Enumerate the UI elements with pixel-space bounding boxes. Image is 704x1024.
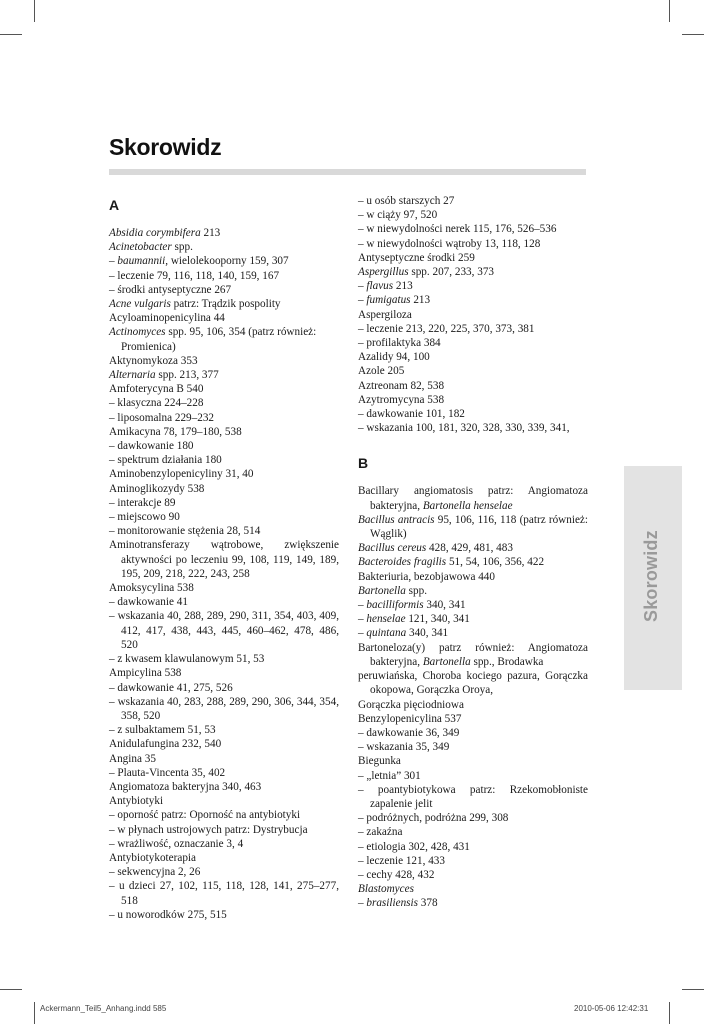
index-subentry: – w płynach ustrojowych patrz: Dystrybucja xyxy=(109,823,308,836)
index-subentry: Bacillus antracis 95, 106, 116, 118 (patrz również: Wąglik) xyxy=(358,513,588,541)
index-subentry: – dawkowanie 36, 349 xyxy=(358,726,460,739)
index-subentry: – baumannii, wielolekooporny 159, 307 xyxy=(109,255,289,268)
index-entry: Aspergillus spp. 207, 233, 373 xyxy=(358,266,495,279)
index-subentry: – leczenie 213, 220, 225, 370, 373, 381 xyxy=(358,322,535,335)
index-subentry: – środki antyseptyczne 267 xyxy=(109,283,232,296)
index-entry: Aztreonam 82, 538 xyxy=(358,379,445,392)
index-subentry: – dawkowanie 41, 275, 526 xyxy=(109,681,233,694)
index-subentry: – wrażliwość, oznaczanie 3, 4 xyxy=(109,837,244,850)
index-entry: Bacteroides fragilis 51, 54, 106, 356, 422 xyxy=(358,556,545,569)
index-subentry: – brasiliensis 378 xyxy=(358,897,438,910)
index-subentry: – z kwasem klawulanowym 51, 53 xyxy=(109,653,265,666)
index-subentry: – „letnia” 301 xyxy=(358,769,421,782)
index-column-left xyxy=(109,196,339,922)
index-entry: Acne vulgaris patrz: Trądzik pospolity xyxy=(109,298,281,311)
index-entry: Antybiotykoterapia xyxy=(109,851,196,864)
index-subentry: – flavus 213 xyxy=(358,280,413,293)
index-entry: Acinetobacter spp. xyxy=(109,241,193,254)
index-subentry: – wskazania 35, 349 xyxy=(358,741,450,754)
crop-mark xyxy=(669,1002,670,1024)
index-entry: Bakteriuria, bezobjawowa 440 xyxy=(358,570,495,583)
crop-mark xyxy=(0,989,22,990)
index-subentry: – sekwencyjna 2, 26 xyxy=(109,866,201,879)
index-entry: Amoksycylina 538 xyxy=(109,582,194,595)
index-entry: Acyloaminopenicylina 44 xyxy=(109,312,225,325)
section-letter: B xyxy=(358,455,369,472)
footer-file-info: Ackermann_Teil5_Anhang.indd 585 xyxy=(40,1004,167,1013)
index-entry: Blastomyces xyxy=(358,883,414,896)
index-entry: Antyseptyczne środki 259 xyxy=(358,251,475,264)
index-entry: Amfoterycyna B 540 xyxy=(109,383,204,396)
index-subentry: – w niewydolności wątroby 13, 118, 128 xyxy=(358,237,541,250)
index-subentry: – Plauta-Vincenta 35, 402 xyxy=(109,766,226,779)
index-subentry: Bacillary angiomatosis patrz: Angiomatoza bakteryjna, Bartonella henselae xyxy=(358,485,588,512)
index-entry: Actinomyces spp. 95, 106, 354 (patrz również: xyxy=(109,326,317,339)
index-subentry: – oporność patrz: Oporność na antybiotyki xyxy=(109,809,301,822)
index-subentry: – z sulbaktamem 51, 53 xyxy=(109,724,216,737)
index-column-right xyxy=(358,194,588,911)
index-subentry: – interakcje 89 xyxy=(109,496,176,509)
index-subentry: – dawkowanie 41 xyxy=(109,596,188,609)
index-entry: Aminobenzylopenicyliny 31, 40 xyxy=(109,468,254,481)
crop-mark xyxy=(682,989,704,990)
index-subentry: – bacilliformis 340, 341 xyxy=(358,599,466,612)
index-entry: Absidia corymbifera 213 xyxy=(109,227,221,239)
index-subentry: – henselae 121, 340, 341 xyxy=(358,613,470,626)
crop-mark xyxy=(682,34,704,35)
crop-mark xyxy=(34,1002,35,1024)
index-subentry: – wskazania 40, 283, 288, 289, 290, 306, 344, 354, 358, 520 xyxy=(109,695,339,722)
index-subentry: – leczenie 79, 116, 118, 140, 159, 167 xyxy=(109,269,280,282)
index-entry: Aspergiloza xyxy=(358,308,412,321)
section-letter: A xyxy=(109,197,120,213)
side-tab-label: Skorowidz xyxy=(641,530,661,622)
index-subentry: – liposomalna 229–232 xyxy=(109,411,215,424)
index-subentry: – wskazania 100, 181, 320, 328, 330, 339, 341, xyxy=(358,422,570,435)
index-entry: Angina 35 xyxy=(109,752,156,765)
index-subentry: – cechy 428, 432 xyxy=(358,868,435,881)
index-subentry: – u noworodków 275, 515 xyxy=(109,908,227,921)
crop-mark xyxy=(34,0,35,22)
index-subentry: – quintana 340, 341 xyxy=(358,627,449,640)
index-subentry: – dawkowanie 101, 182 xyxy=(358,408,465,421)
index-entry: Ampicylina 538 xyxy=(109,667,182,680)
crop-mark xyxy=(0,34,22,35)
index-subentry: Aminotransferazy wątrobowe, zwiększenie aktywności po leczeniu 99, 108, 119, 149, 189, 195, 209, 218, 222, 243, 258 xyxy=(109,539,339,580)
index-subentry: – leczenie 121, 433 xyxy=(358,854,445,867)
index-subentry: – poantybiotykowa patrz: Rzekomobłoniste zapalenie jelit xyxy=(358,783,588,810)
index-entry: Bacillus cereus 428, 429, 481, 483 xyxy=(358,542,513,555)
index-entry: Azalidy 94, 100 xyxy=(358,351,430,364)
index-subentry: Promienica) xyxy=(121,340,176,353)
index-entry: Azytromycyna 538 xyxy=(358,393,445,406)
index-entry: Antybiotyki xyxy=(109,795,164,808)
index-subentry: – monitorowanie stężenia 28, 514 xyxy=(109,525,261,538)
index-subentry: – w niewydolności nerek 115, 176, 526–536 xyxy=(358,223,557,236)
index-subentry: – spektrum działania 180 xyxy=(109,454,222,467)
index-entry: Anidulafungina 232, 540 xyxy=(109,738,222,751)
title-rule xyxy=(109,169,586,175)
index-subentry: – podróżnych, podróżna 299, 308 xyxy=(358,812,509,825)
index-entry: Biegunka xyxy=(358,755,401,768)
index-subentry: – klasyczna 224–228 xyxy=(109,397,204,410)
crop-mark xyxy=(669,0,670,22)
index-entry: Aktynomykoza 353 xyxy=(109,354,198,367)
index-subentry: – u osób starszych 27 xyxy=(358,195,455,207)
index-entry: Aminoglikozydy 538 xyxy=(109,482,205,495)
index-entry: Gorączka pięciodniowa xyxy=(358,698,464,711)
index-subentry: – fumigatus 213 xyxy=(358,294,431,307)
index-subentry: – dawkowanie 180 xyxy=(109,440,194,453)
index-subentry: – w ciąży 97, 520 xyxy=(358,209,438,222)
index-entry: Amikacyna 78, 179–180, 538 xyxy=(109,425,242,438)
index-entry: Alternaria spp. 213, 377 xyxy=(109,369,219,382)
index-subentry: – etiologia 302, 428, 431 xyxy=(358,840,470,853)
index-subentry: – miejscowo 90 xyxy=(109,511,180,524)
index-entry: Benzylopenicylina 537 xyxy=(358,712,462,725)
index-entry: Azole 205 xyxy=(358,365,405,378)
index-entry: Bartonella spp. xyxy=(358,584,427,597)
index-subentry: – profilaktyka 384 xyxy=(358,337,441,350)
index-subentry: peruwiańska, Choroba kociego pazura, Gorączka okopowa, Gorączka Oroya, xyxy=(358,670,588,697)
index-entry: Angiomatoza bakteryjna 340, 463 xyxy=(109,780,262,793)
index-subentry: Bartoneloza(y) patrz również: Angiomatoza bakteryjna, Bartonella spp., Brodawka xyxy=(358,641,588,668)
footer-timestamp: 2010-05-06 12:42:31 xyxy=(574,1004,649,1013)
section-spacer xyxy=(358,435,588,454)
page-title: Skorowidz xyxy=(109,134,222,160)
index-subentry: – u dzieci 27, 102, 115, 118, 128, 141, 275–277, 518 xyxy=(109,880,339,907)
index-subentry: – wskazania 40, 288, 289, 290, 311, 354, 403, 409, 412, 417, 438, 443, 445, 460–462, 478, 486, 520 xyxy=(109,610,339,651)
index-subentry: – zakaźna xyxy=(358,826,403,839)
